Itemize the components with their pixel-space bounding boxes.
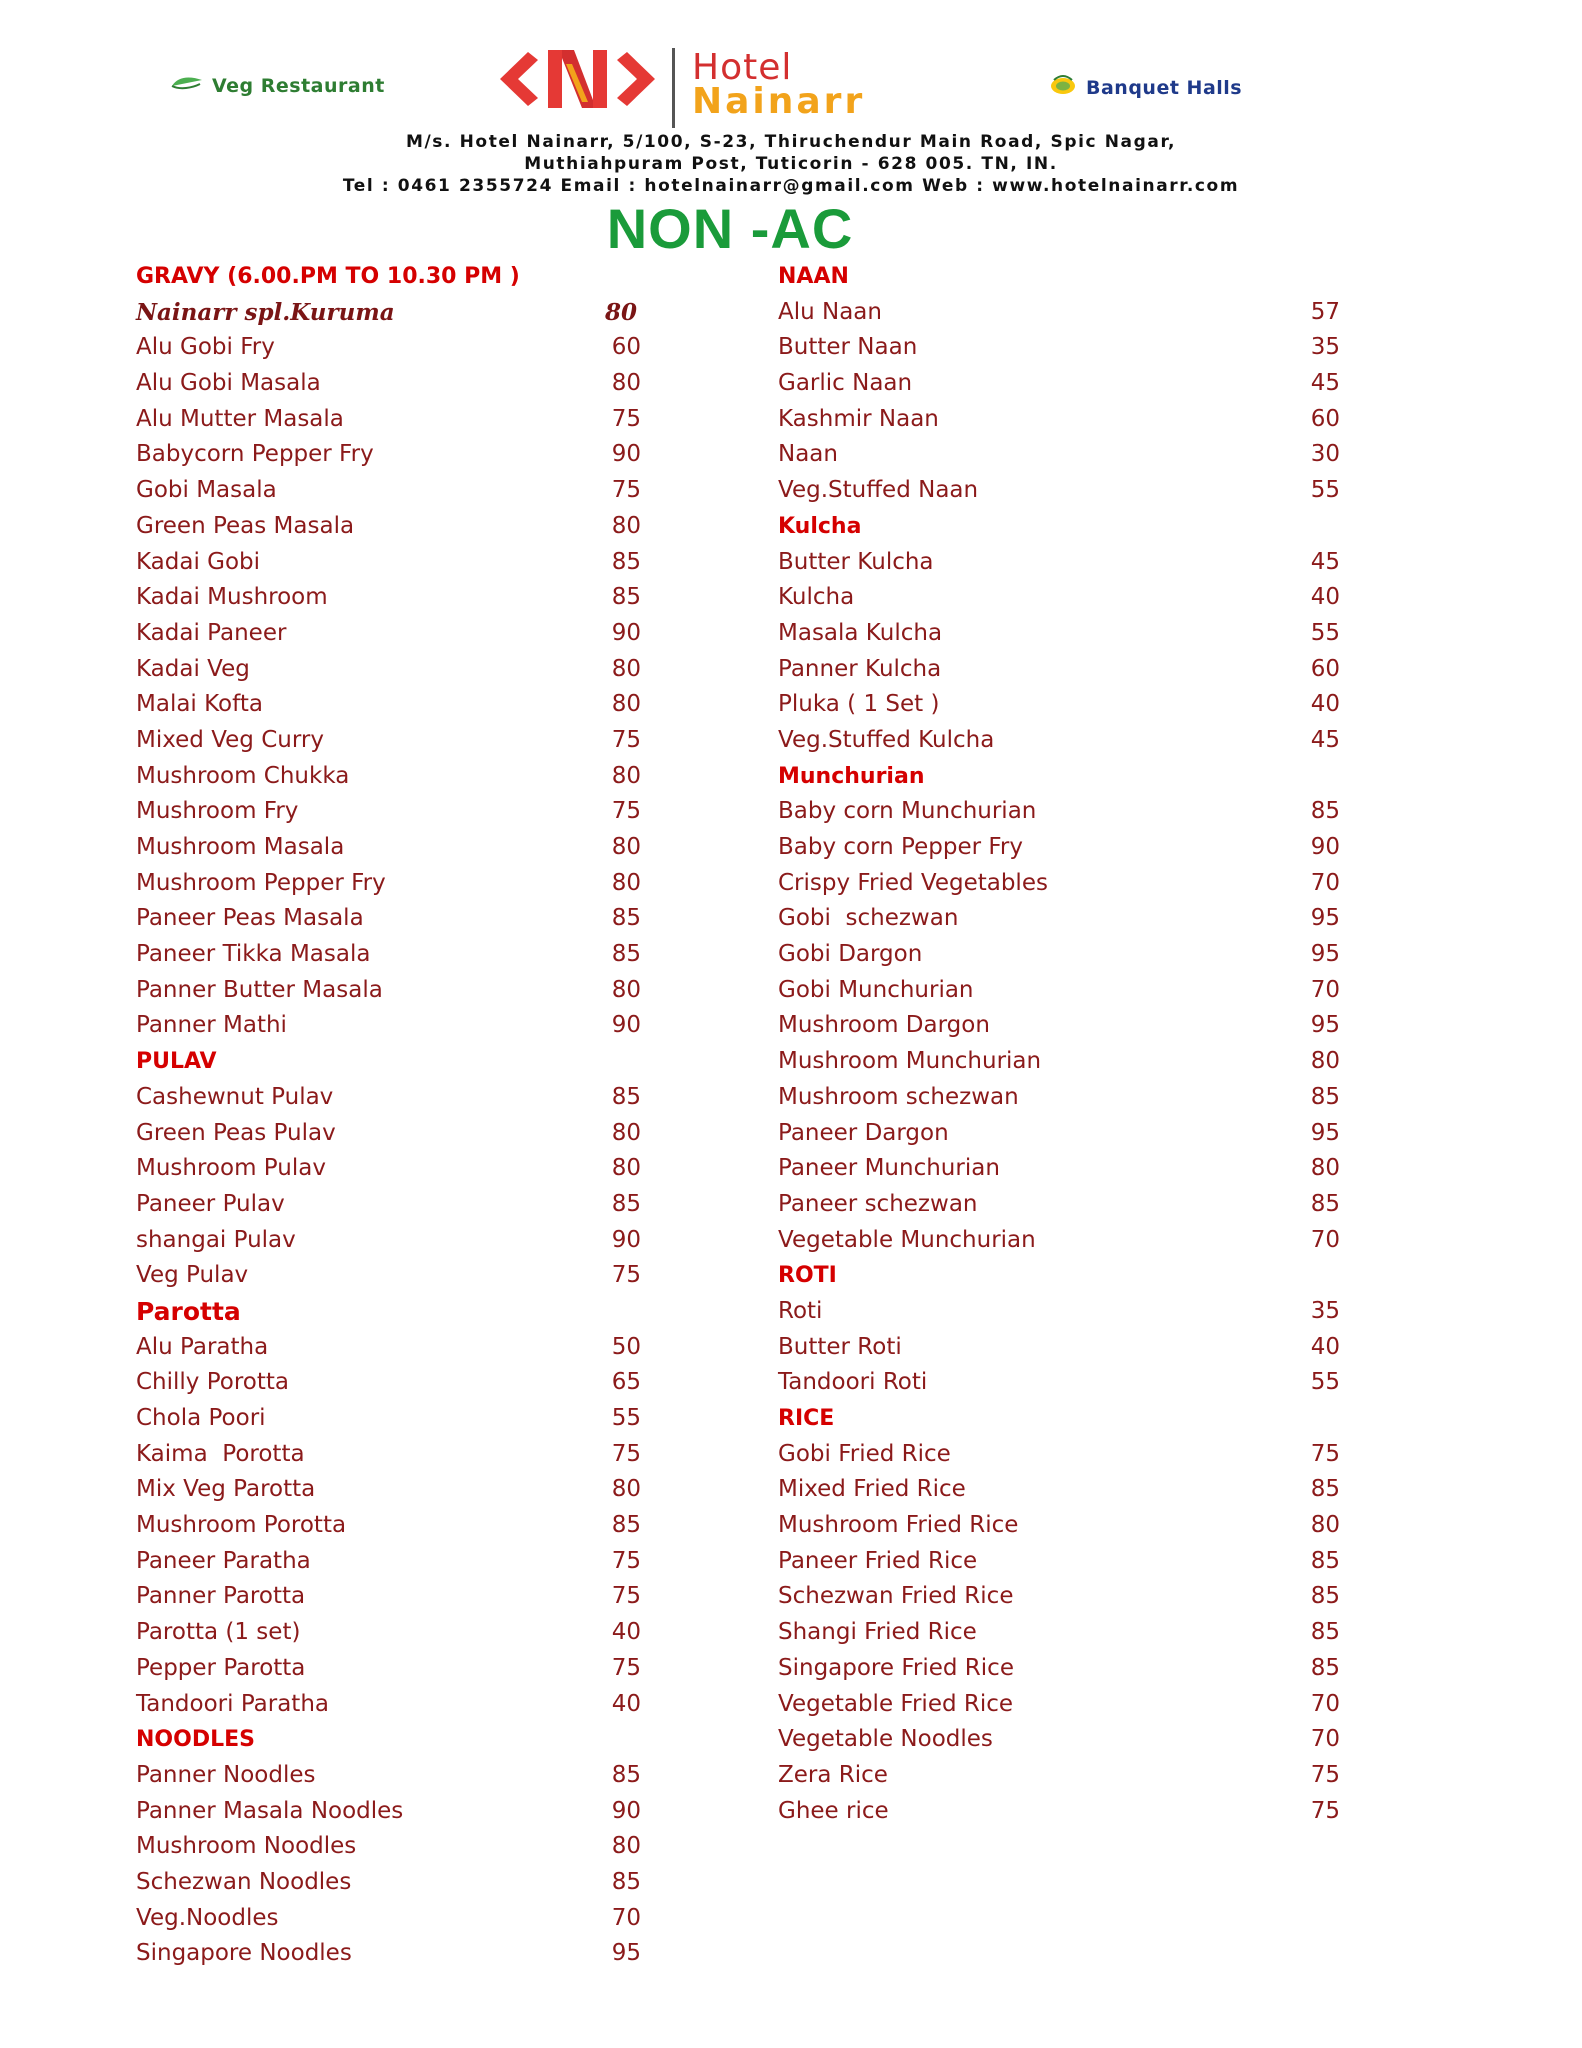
menu-item-price: 80 bbox=[611, 370, 641, 397]
menu-item-price: 35 bbox=[1310, 334, 1340, 361]
menu-item-price: 90 bbox=[611, 1226, 641, 1253]
menu-item bbox=[778, 652, 1340, 688]
menu-item bbox=[136, 1223, 641, 1259]
menu-item bbox=[136, 652, 641, 688]
menu-item-name: Veg Pulav bbox=[136, 1262, 249, 1289]
menu-item-price: 70 bbox=[611, 1904, 641, 1931]
menu-item-price: 85 bbox=[1310, 1547, 1340, 1574]
section-heading: PULAV bbox=[136, 1049, 217, 1075]
menu-item-name: Vegetable Munchurian bbox=[778, 1226, 1036, 1253]
menu-item-name: Mushroom Dargon bbox=[778, 1012, 990, 1039]
menu-item bbox=[136, 295, 641, 331]
menu-item-price: 80 bbox=[604, 298, 637, 326]
section-heading: Munchurian bbox=[778, 763, 925, 789]
menu-item bbox=[136, 1794, 641, 1830]
address-line-1: M/s. Hotel Nainarr, 5/100, S-23, Thiruchendur Main Road, Spic Nagar, bbox=[405, 132, 1177, 152]
menu-item bbox=[778, 866, 1340, 902]
logo-divider bbox=[672, 48, 675, 128]
menu-item-price: 90 bbox=[611, 441, 641, 468]
menu-item bbox=[778, 1187, 1340, 1223]
menu-item-price: 75 bbox=[611, 726, 641, 753]
menu-item bbox=[136, 1437, 641, 1473]
menu-item bbox=[778, 366, 1340, 402]
menu-item-price: 80 bbox=[611, 691, 641, 718]
section-heading: ROTI bbox=[778, 1263, 837, 1289]
menu-item-name: shangai Pulav bbox=[136, 1226, 296, 1253]
menu-item-name: Paneer Fried Rice bbox=[778, 1547, 978, 1574]
menu-item-price: 85 bbox=[1310, 1083, 1340, 1110]
menu-item-price: 75 bbox=[1310, 1440, 1340, 1467]
menu-item bbox=[778, 1365, 1340, 1401]
address-line-2: Muthiahpuram Post, Tuticorin - 628 005. TN, IN. bbox=[524, 154, 1058, 174]
menu-item-name: Chilly Porotta bbox=[136, 1369, 290, 1396]
menu-item-name: Babycorn Pepper Fry bbox=[136, 441, 374, 468]
menu-item-price: 55 bbox=[1310, 619, 1340, 646]
menu-item-name: Tandoori Roti bbox=[778, 1369, 928, 1396]
menu-item bbox=[778, 830, 1340, 866]
menu-item bbox=[136, 1829, 641, 1865]
menu-item-price: 80 bbox=[611, 512, 641, 539]
hotel-logo-icon bbox=[500, 44, 655, 114]
menu-item bbox=[778, 1794, 1340, 1830]
menu-item bbox=[136, 1080, 641, 1116]
menu-item-name: Nainarr spl.Kuruma bbox=[136, 298, 395, 326]
menu-item bbox=[136, 330, 641, 366]
menu-item bbox=[136, 1401, 641, 1437]
menu-item-price: 75 bbox=[611, 1654, 641, 1681]
menu-item-name: Mushroom Fry bbox=[136, 798, 299, 825]
menu-item-price: 40 bbox=[1310, 1333, 1340, 1360]
menu-item-name: Kadai Gobi bbox=[136, 548, 261, 575]
section-heading: RICE bbox=[778, 1406, 835, 1431]
menu-item bbox=[136, 1151, 641, 1187]
menu-item bbox=[778, 901, 1340, 937]
menu-item-price: 40 bbox=[611, 1619, 641, 1646]
menu-item-price: 95 bbox=[611, 1940, 641, 1967]
menu-item bbox=[136, 1187, 641, 1223]
menu-item bbox=[778, 295, 1340, 331]
menu-item-price: 80 bbox=[611, 976, 641, 1003]
menu-item-name: Paneer schezwan bbox=[778, 1190, 978, 1217]
menu-item-price: 75 bbox=[1310, 1761, 1340, 1788]
menu-item-price: 35 bbox=[1310, 1297, 1340, 1324]
menu-item-price: 80 bbox=[611, 834, 641, 860]
menu-item-price: 85 bbox=[611, 584, 641, 611]
menu-item-price: 80 bbox=[1310, 1512, 1340, 1539]
menu-item-price: 80 bbox=[611, 869, 641, 896]
menu-item bbox=[778, 1758, 1340, 1794]
menu-item bbox=[778, 687, 1340, 723]
menu-item-name: Vegetable Noodles bbox=[778, 1726, 993, 1753]
menu-item-name: Baby corn Munchurian bbox=[778, 798, 1037, 825]
menu-item bbox=[136, 1758, 641, 1794]
menu-item-name: Pluka ( 1 Set ) bbox=[778, 691, 940, 718]
menu-item-price: 30 bbox=[1310, 441, 1340, 468]
menu-item-price: 85 bbox=[611, 905, 641, 932]
menu-item-name: Vegetable Fried Rice bbox=[778, 1690, 1014, 1717]
menu-item bbox=[778, 1544, 1340, 1580]
menu-item-price: 85 bbox=[1310, 1190, 1340, 1217]
menu-item-price: 70 bbox=[1310, 1690, 1340, 1717]
menu-item-price: 75 bbox=[611, 1440, 641, 1467]
menu-item-name: Zera Rice bbox=[778, 1761, 888, 1788]
menu-item-name: Gobi Fried Rice bbox=[778, 1440, 951, 1467]
menu-item bbox=[778, 1437, 1340, 1473]
menu-item-name: Mushroom Munchurian bbox=[778, 1048, 1042, 1075]
menu-title: NON -AC bbox=[606, 197, 854, 260]
menu-item bbox=[136, 866, 641, 902]
menu-item bbox=[136, 1472, 641, 1508]
menu-item bbox=[136, 1008, 641, 1044]
menu-item bbox=[778, 1651, 1340, 1687]
menu-item-name: Shangi Fried Rice bbox=[778, 1619, 977, 1646]
menu-item bbox=[136, 402, 641, 438]
menu-item-name: Parotta (1 set) bbox=[136, 1619, 301, 1646]
menu-item-name: Ghee rice bbox=[778, 1797, 889, 1824]
menu-item-name: Gobi schezwan bbox=[778, 905, 959, 932]
menu-item bbox=[136, 545, 641, 581]
menu-item-price: 85 bbox=[1310, 798, 1340, 825]
menu-item-price: 90 bbox=[1310, 834, 1340, 860]
menu-item-price: 75 bbox=[611, 798, 641, 825]
menu-item bbox=[136, 580, 641, 616]
menu-item bbox=[136, 473, 641, 509]
menu-item-name: Gobi Masala bbox=[136, 477, 277, 504]
menu-item-name: Chola Poori bbox=[136, 1405, 266, 1431]
menu-item-name: Roti bbox=[778, 1297, 823, 1324]
menu-item-name: Mushroom Masala bbox=[136, 834, 345, 860]
menu-item bbox=[778, 1008, 1340, 1044]
menu-item-name: Tandoori Paratha bbox=[136, 1690, 329, 1717]
menu-item bbox=[778, 616, 1340, 652]
menu-item-price: 45 bbox=[1310, 548, 1340, 575]
menu-item-price: 75 bbox=[611, 1547, 641, 1574]
section-heading: Parotta bbox=[136, 1296, 241, 1326]
menu-item-name: Schezwan Fried Rice bbox=[778, 1583, 1014, 1610]
menu-item-name: Mushroom Porotta bbox=[136, 1512, 347, 1539]
menu-item-price: 85 bbox=[611, 941, 641, 968]
menu-item-name: Mixed Fried Rice bbox=[778, 1476, 966, 1503]
menu-item-name: Paneer Paratha bbox=[136, 1547, 311, 1574]
brand-hotel-text: Hotel bbox=[692, 47, 793, 88]
section-heading: GRAVY (6.00.PM TO 10.30 PM ) bbox=[136, 264, 520, 289]
menu-item-name: Paneer Munchurian bbox=[778, 1155, 1000, 1182]
menu-item bbox=[778, 1687, 1340, 1723]
menu-item bbox=[136, 973, 641, 1009]
menu-item-price: 55 bbox=[611, 1405, 641, 1431]
menu-item-name: Kashmir Naan bbox=[778, 405, 939, 432]
menu-item bbox=[778, 1223, 1340, 1259]
menu-item-price: 70 bbox=[1310, 1726, 1340, 1753]
menu-item-name: Panner Butter Masala bbox=[136, 976, 383, 1003]
menu-item-name: Alu Gobi Masala bbox=[136, 370, 321, 397]
menu-item bbox=[136, 509, 641, 545]
section-heading: NAAN bbox=[778, 264, 849, 289]
menu-item-name: Kadai Paneer bbox=[136, 619, 287, 646]
menu-item-name: Cashewnut Pulav bbox=[136, 1083, 334, 1110]
menu-item-name: Veg.Stuffed Kulcha bbox=[778, 726, 995, 753]
menu-header bbox=[0, 0, 1582, 205]
menu-item-price: 80 bbox=[611, 1155, 641, 1182]
menu-item bbox=[136, 1508, 641, 1544]
menu-item-name: Green Peas Masala bbox=[136, 512, 355, 539]
banquet-halls-tag bbox=[1048, 74, 1242, 101]
menu-item-name: Crispy Fried Vegetables bbox=[778, 869, 1048, 896]
menu-item-price: 80 bbox=[611, 1833, 641, 1860]
menu-item bbox=[778, 1508, 1340, 1544]
menu-item bbox=[136, 687, 641, 723]
menu-item bbox=[136, 366, 641, 402]
leaf-icon bbox=[170, 74, 204, 97]
menu-item-name: Butter Kulcha bbox=[778, 548, 934, 575]
menu-item-name: Masala Kulcha bbox=[778, 619, 943, 646]
menu-item bbox=[136, 794, 641, 830]
banquet-icon bbox=[1048, 74, 1078, 101]
menu-item bbox=[136, 1365, 641, 1401]
menu-item-price: 50 bbox=[611, 1333, 641, 1360]
menu-item-name: Alu Naan bbox=[778, 298, 882, 325]
menu-item-name: Butter Naan bbox=[778, 334, 918, 361]
menu-item-price: 85 bbox=[611, 1190, 641, 1217]
menu-item-price: 55 bbox=[1310, 1369, 1340, 1396]
menu-item-price: 90 bbox=[611, 1012, 641, 1039]
menu-item bbox=[136, 1116, 641, 1152]
menu-item bbox=[136, 1936, 641, 1972]
menu-item bbox=[136, 1544, 641, 1580]
menu-item-name: Naan bbox=[778, 441, 838, 468]
menu-item-name: Pepper Parotta bbox=[136, 1654, 306, 1681]
menu-item-name: Panner Mathi bbox=[136, 1012, 287, 1039]
menu-item-price: 70 bbox=[1310, 976, 1340, 1003]
menu-item-name: Singapore Fried Rice bbox=[778, 1654, 1014, 1681]
contact-line: Tel : 0461 2355724 Email : hotelnainarr@gmail.com Web : www.hotelnainarr.com bbox=[342, 176, 1240, 196]
menu-item-price: 85 bbox=[1310, 1619, 1340, 1646]
menu-item bbox=[778, 580, 1340, 616]
menu-item bbox=[778, 545, 1340, 581]
menu-item-name: Mushroom Fried Rice bbox=[778, 1512, 1019, 1539]
brand-name-text: Nainarr bbox=[692, 81, 866, 122]
menu-item bbox=[778, 1151, 1340, 1187]
menu-item-name: Paneer Peas Masala bbox=[136, 905, 364, 932]
menu-item-name: Kulcha bbox=[778, 584, 855, 611]
menu-item-price: 80 bbox=[1310, 1048, 1340, 1075]
menu-item-name: Panner Masala Noodles bbox=[136, 1797, 404, 1824]
menu-item-price: 80 bbox=[611, 762, 641, 789]
section-heading: Kulcha bbox=[778, 513, 862, 539]
menu-item-name: Kadai Veg bbox=[136, 655, 250, 682]
menu-item-price: 75 bbox=[1310, 1797, 1340, 1824]
menu-item-name: Mushroom Chukka bbox=[136, 762, 350, 789]
menu-item bbox=[136, 937, 641, 973]
banquet-halls-label: Banquet Halls bbox=[1086, 76, 1243, 99]
menu-item-price: 45 bbox=[1310, 370, 1340, 397]
menu-item bbox=[136, 616, 641, 652]
menu-item bbox=[778, 402, 1340, 438]
menu-item bbox=[778, 1044, 1340, 1080]
menu-item-price: 85 bbox=[1310, 1583, 1340, 1610]
menu-item-name: Singapore Noodles bbox=[136, 1940, 352, 1967]
menu-item-price: 75 bbox=[611, 477, 641, 504]
menu-item-price: 60 bbox=[1310, 405, 1340, 432]
menu-item bbox=[778, 437, 1340, 473]
menu-item-name: Paneer Pulav bbox=[136, 1190, 285, 1217]
menu-item-name: Mushroom schezwan bbox=[778, 1083, 1019, 1110]
menu-item-name: Paneer Tikka Masala bbox=[136, 941, 371, 968]
menu-item-name: Alu Gobi Fry bbox=[136, 334, 275, 361]
menu-column-right bbox=[778, 259, 1340, 1829]
menu-item-name: Paneer Dargon bbox=[778, 1119, 949, 1146]
menu-item-price: 85 bbox=[611, 1512, 641, 1539]
menu-item-name: Veg.Noodles bbox=[136, 1904, 279, 1931]
menu-item bbox=[778, 973, 1340, 1009]
menu-item bbox=[778, 1722, 1340, 1758]
menu-item-name: Panner Kulcha bbox=[778, 655, 942, 682]
menu-item-name: Kadai Mushroom bbox=[136, 584, 328, 611]
menu-item-price: 55 bbox=[1310, 477, 1340, 504]
menu-item-price: 95 bbox=[1310, 1012, 1340, 1039]
menu-item bbox=[778, 937, 1340, 973]
menu-item bbox=[136, 1687, 641, 1723]
menu-item-price: 75 bbox=[611, 405, 641, 432]
menu-item-name: Mushroom Noodles bbox=[136, 1833, 357, 1860]
menu-item-name: Mushroom Pepper Fry bbox=[136, 869, 386, 896]
menu-item-name: Butter Roti bbox=[778, 1333, 902, 1360]
section-heading: NOODLES bbox=[136, 1727, 255, 1753]
menu-item bbox=[136, 1615, 641, 1651]
menu-item bbox=[778, 1615, 1340, 1651]
menu-item bbox=[136, 759, 641, 795]
menu-item-price: 85 bbox=[611, 1083, 641, 1110]
menu-item bbox=[136, 1579, 641, 1615]
menu-column-left bbox=[136, 259, 641, 1972]
menu-item-name: Garlic Naan bbox=[778, 370, 913, 397]
menu-item-name: Baby corn Pepper Fry bbox=[778, 834, 1023, 860]
menu-item bbox=[136, 830, 641, 866]
menu-item bbox=[136, 1258, 641, 1294]
menu-item bbox=[778, 1472, 1340, 1508]
menu-item-price: 70 bbox=[1310, 869, 1340, 896]
menu-item-price: 40 bbox=[611, 1690, 641, 1717]
menu-item-name: Panner Noodles bbox=[136, 1761, 316, 1788]
menu-item-price: 80 bbox=[611, 1476, 641, 1503]
menu-item-price: 85 bbox=[611, 1761, 641, 1788]
menu-item-name: Panner Parotta bbox=[136, 1583, 306, 1610]
menu-item bbox=[136, 1330, 641, 1366]
menu-item-price: 85 bbox=[611, 1868, 641, 1895]
veg-restaurant-label: Veg Restaurant bbox=[212, 74, 385, 97]
menu-item-price: 65 bbox=[611, 1369, 641, 1396]
menu-item-price: 75 bbox=[611, 1262, 641, 1289]
menu-item-price: 60 bbox=[1310, 655, 1340, 682]
menu-item bbox=[778, 1294, 1340, 1330]
menu-item-name: Schezwan Noodles bbox=[136, 1868, 352, 1895]
menu-item-name: Veg.Stuffed Naan bbox=[778, 477, 979, 504]
menu-item-price: 85 bbox=[1310, 1654, 1340, 1681]
menu-item bbox=[136, 437, 641, 473]
menu-item bbox=[136, 1901, 641, 1937]
menu-item-price: 40 bbox=[1310, 584, 1340, 611]
menu-item-name: Kaima Porotta bbox=[136, 1440, 305, 1467]
menu-item bbox=[136, 901, 641, 937]
menu-item-price: 85 bbox=[611, 548, 641, 575]
menu-item-price: 57 bbox=[1310, 298, 1340, 325]
menu-item bbox=[136, 723, 641, 759]
menu-item-price: 80 bbox=[611, 1119, 641, 1146]
menu-item-name: Mix Veg Parotta bbox=[136, 1476, 316, 1503]
menu-item-price: 80 bbox=[611, 655, 641, 682]
menu-item bbox=[136, 1865, 641, 1901]
menu-item-name: Gobi Dargon bbox=[778, 941, 923, 968]
menu-item-price: 40 bbox=[1310, 691, 1340, 718]
menu-item bbox=[778, 794, 1340, 830]
menu-item bbox=[778, 1080, 1340, 1116]
menu-item-price: 75 bbox=[611, 1583, 641, 1610]
menu-item bbox=[778, 723, 1340, 759]
menu-item bbox=[136, 1651, 641, 1687]
menu-item-price: 90 bbox=[611, 1797, 641, 1824]
menu-item bbox=[778, 330, 1340, 366]
menu-item bbox=[778, 1116, 1340, 1152]
menu-item-price: 80 bbox=[1310, 1155, 1340, 1182]
menu-item-price: 90 bbox=[611, 619, 641, 646]
menu-item-price: 95 bbox=[1310, 941, 1340, 968]
menu-item-name: Mixed Veg Curry bbox=[136, 726, 324, 753]
menu-item-price: 85 bbox=[1310, 1476, 1340, 1503]
veg-restaurant-tag bbox=[170, 74, 385, 97]
menu-item-price: 95 bbox=[1310, 905, 1340, 932]
menu-item bbox=[778, 473, 1340, 509]
menu-item-name: Malai Kofta bbox=[136, 691, 263, 718]
menu-item-name: Gobi Munchurian bbox=[778, 976, 974, 1003]
menu-item-name: Alu Mutter Masala bbox=[136, 405, 344, 432]
menu-item-name: Green Peas Pulav bbox=[136, 1119, 336, 1146]
menu-item-price: 70 bbox=[1310, 1226, 1340, 1253]
menu-item-price: 95 bbox=[1310, 1119, 1340, 1146]
menu-item bbox=[778, 1330, 1340, 1366]
menu-item-name: Alu Paratha bbox=[136, 1333, 269, 1360]
menu-item-name: Mushroom Pulav bbox=[136, 1155, 326, 1182]
menu-item bbox=[778, 1579, 1340, 1615]
menu-item-price: 45 bbox=[1310, 726, 1340, 753]
menu-item-price: 60 bbox=[611, 334, 641, 361]
